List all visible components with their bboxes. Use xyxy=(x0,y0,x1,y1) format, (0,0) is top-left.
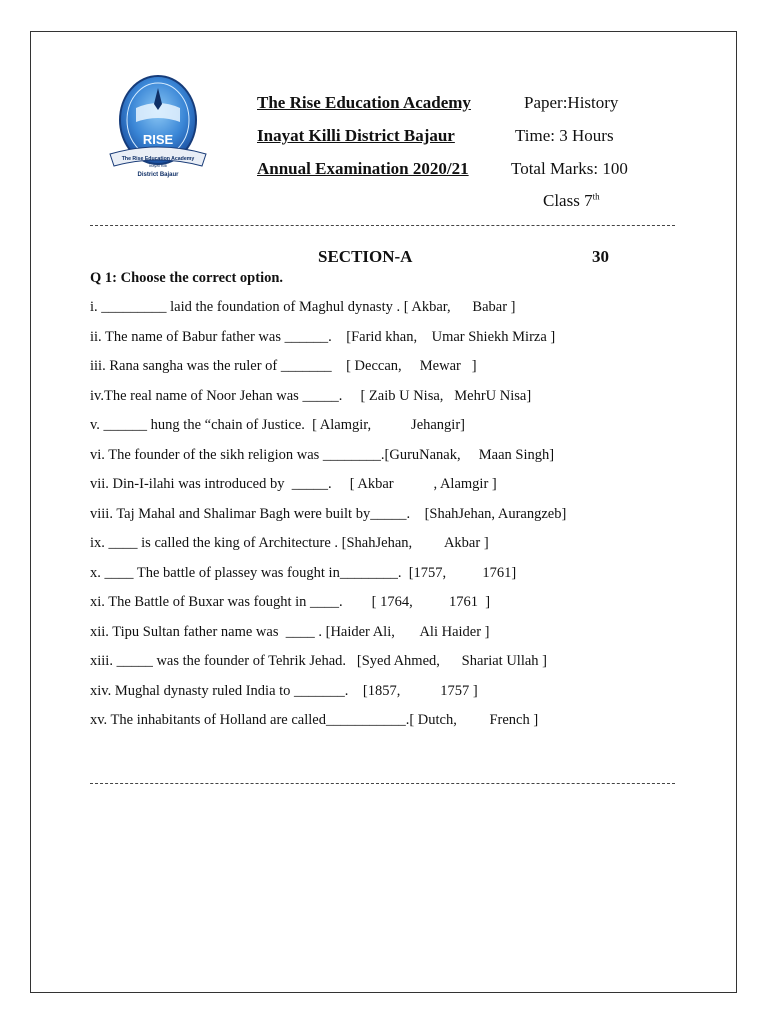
footer-divider xyxy=(90,783,675,784)
question-item: xv. The inhabitants of Holland are called___________.[ Dutch, French ] xyxy=(90,712,539,728)
svg-text:District Bajaur: District Bajaur xyxy=(137,172,179,178)
question-item: viii. Taj Mahal and Shalimar Bagh were built by_____. [ShahJehan, Aurangzeb] xyxy=(90,505,567,522)
question-list xyxy=(90,297,566,740)
svg-text:Inayat Killi: Inayat Killi xyxy=(148,163,168,168)
class-text: Class 7 xyxy=(543,191,593,210)
academy-logo xyxy=(106,70,210,182)
question-item: xi. The Battle of Buxar was fought in ____. [ 1764, 1761 ] xyxy=(90,594,491,610)
svg-text:The Rise Education Academy: The Rise Education Academy xyxy=(121,156,195,162)
exam-title: Annual Examination 2020/21 xyxy=(257,159,469,178)
question-item: xii. Tipu Sultan father name was ____ . [Haider Ali, Ali Haider ] xyxy=(90,623,490,640)
question-item: v. ______ hung the “chain of Justice. [ Alamgir, Jehangir] xyxy=(90,417,465,433)
header-divider xyxy=(90,225,675,226)
institution-location: Inayat Killi District Bajaur xyxy=(257,126,455,145)
class-label xyxy=(543,191,600,211)
question-item: vii. Din-I-ilahi was introduced by _____. [ Akbar , Alamgir ] xyxy=(90,476,497,492)
question-item: x. ____ The battle of plassey was fought in________. [1757, 1761] xyxy=(90,564,517,581)
question-heading: Q 1: Choose the correct option. xyxy=(90,270,284,286)
section-title: SECTION-A xyxy=(318,247,413,266)
question-item: i. _________ laid the foundation of Maghul dynasty . [ Akbar, Babar ] xyxy=(90,299,516,315)
svg-text:RISE: RISE xyxy=(142,132,174,147)
question-item: ii. The name of Babur father was ______. [Farid khan, Umar Shiekh Mirza ] xyxy=(90,328,556,345)
question-item: iii. Rana sangha was the ruler of _______ [ Deccan, Mewar ] xyxy=(90,358,477,374)
exam-time: Time: 3 Hours xyxy=(515,126,614,145)
section-marks: 30 xyxy=(592,247,609,266)
question-item: ix. ____ is called the king of Architecture . [ShahJehan, Akbar ] xyxy=(90,535,489,551)
question-item: xiii. _____ was the founder of Tehrik Jehad. [Syed Ahmed, Shariat Ullah ] xyxy=(90,653,547,669)
institution-name: The Rise Education Academy xyxy=(257,93,471,112)
total-marks: Total Marks: 100 xyxy=(511,159,628,178)
class-suffix: th xyxy=(592,191,600,202)
paper-subject: Paper:History xyxy=(524,93,619,112)
question-item: iv.The real name of Noor Jehan was _____. [ Zaib U Nisa, MehrU Nisa] xyxy=(90,387,532,404)
question-item: xiv. Mughal dynasty ruled India to _______. [1857, 1757 ] xyxy=(90,682,478,699)
question-item: vi. The founder of the sikh religion was ________.[GuruNanak, Maan Singh] xyxy=(90,446,555,463)
